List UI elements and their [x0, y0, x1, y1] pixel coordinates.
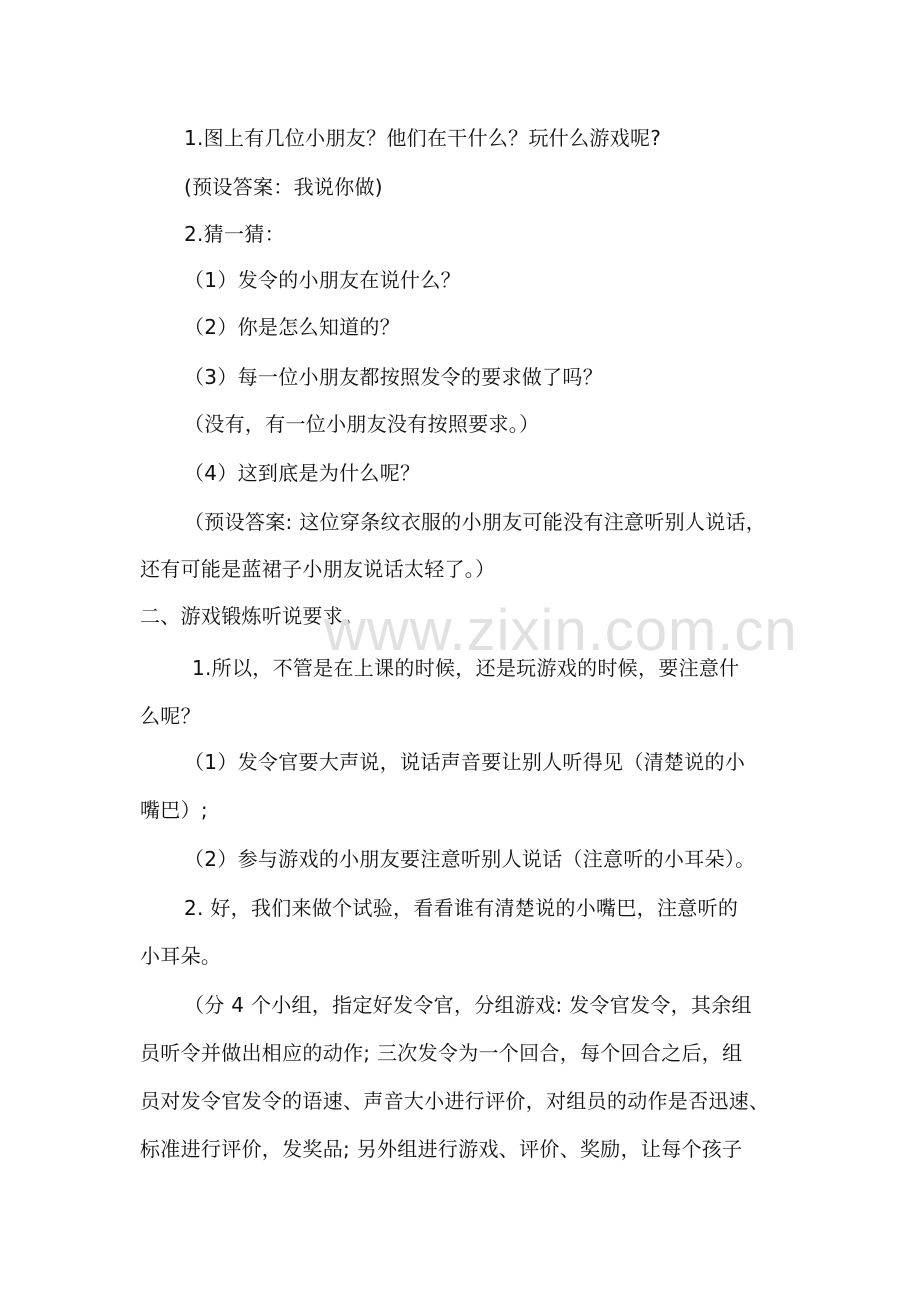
paragraph-line: （1）发令的小朋友在说什么？	[184, 268, 461, 292]
paragraph-line: （4）这到底是为什么呢？	[184, 461, 421, 485]
paragraph-line: （分 4 个小组，指定好发令官，分组游戏: 发令官发令，其余组	[184, 993, 752, 1017]
paragraph-line: 还有可能是蓝裙子小朋友说话太轻了。）	[140, 557, 496, 581]
paragraph-line: （预设答案: 这位穿条纹衣服的小朋友可能没有注意听别人说话，	[184, 510, 767, 534]
paragraph-line: （没有，有一位小朋友没有按照要求。）	[184, 412, 540, 436]
watermark-text: www.zixin.com.cn	[324, 598, 798, 663]
paragraph-line: 1.所以，不管是在上课的时候，还是玩游戏的时候，要注意什	[192, 656, 740, 680]
paragraph-line: 1.图上有几位小朋友？他们在干什么？玩什么游戏呢?	[184, 126, 662, 150]
paragraph-line: （2）参与游戏的小朋友要注意听别人说话（注意听的小耳朵）。	[184, 847, 756, 871]
paragraph-line: （3）每一位小朋友都按照发令的要求做了吗？	[184, 365, 604, 389]
paragraph-line: 小耳朵。	[140, 944, 222, 968]
paragraph-line: 标准进行评价，发奖品; 另外组进行游戏、评价、奖励，让每个孩子	[140, 1137, 743, 1161]
paragraph-line: (预设答案：我说你做)	[184, 175, 383, 199]
paragraph-line: 员听令并做出相应的动作; 三次发令为一个回合，每个回合之后，组	[140, 1041, 743, 1065]
paragraph-line: 么呢？	[140, 704, 201, 728]
paragraph-line: 2. 好，我们来做个试验，看看谁有清楚说的小嘴巴，注意听的	[184, 896, 739, 920]
paragraph-line: （2）你是怎么知道的？	[184, 315, 401, 339]
section-heading: 二、游戏锻炼听说要求。	[140, 604, 364, 628]
paragraph-line: 2.猜一猜：	[184, 222, 285, 246]
paragraph-line: 嘴巴）;	[140, 798, 208, 822]
paragraph-line: 员对发令官发令的语速、声音大小进行评价，对组员的动作是否迅速、	[140, 1089, 770, 1113]
paragraph-line: （1）发令官要大声说，说话声音要让别人听得见（清楚说的小	[184, 750, 746, 774]
